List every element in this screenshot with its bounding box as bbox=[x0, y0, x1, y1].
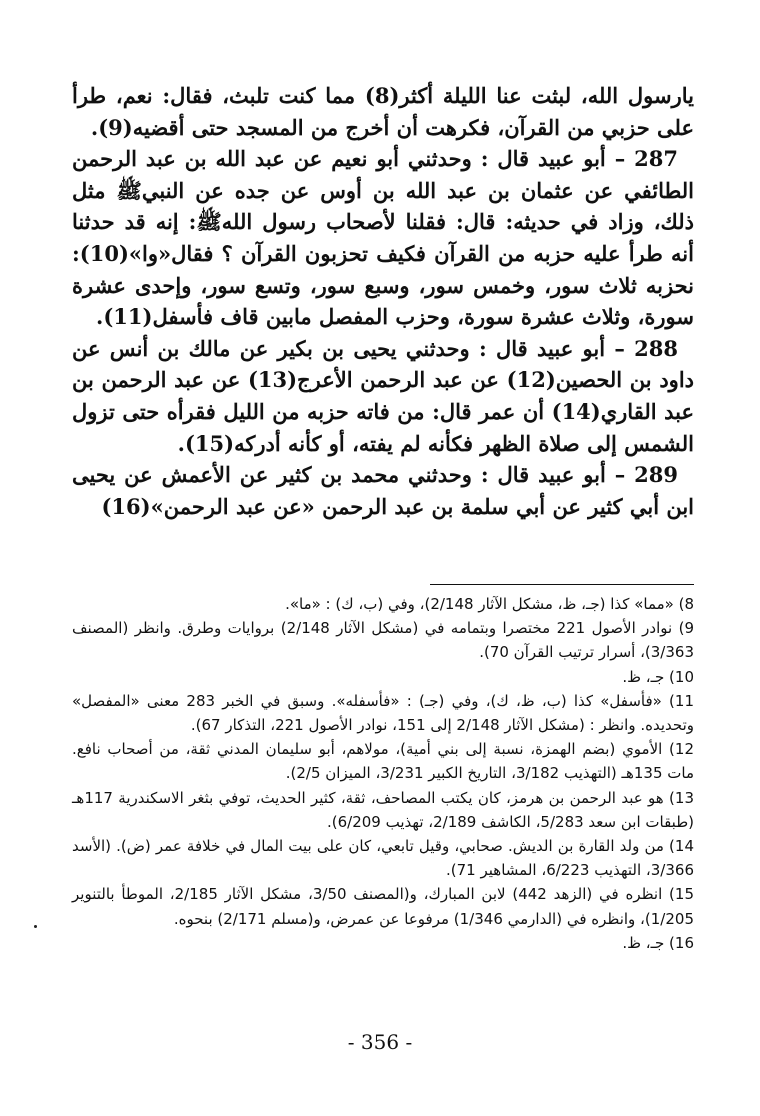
scan-speck bbox=[34, 925, 37, 928]
footnote-9: 9) نوادر الأصول 221 مختصرا وبتمامه في (مشكل الآثار 2/148) بروايات وطرق. وانظر (المصنف 3/363)، أسرار ترتيب القرآن 70). bbox=[72, 619, 694, 662]
footnotes bbox=[72, 592, 694, 955]
paragraph-continuation: يارسول الله، لبثت عنا الليلة أكثر(8) مما كنت تلبث، فقال: نعم، طرأ على حزبي من القرآن، فكرهت أن أخرج من المسجد حتى أقضيه(9). bbox=[72, 83, 695, 140]
footnote-8: 8) «مما» كذا (جـ، ظ، مشكل الآثار 2/148)، وفي (ب، ك) : «ما». bbox=[285, 595, 694, 613]
page-number: - 356 - bbox=[347, 1030, 413, 1054]
paragraph-287: 287 – أبو عبيد قال : وحدثني أبو نعيم عن عبد الله بن عبد الرحمن الطائفي عن عثمان بن عبد الله بن أوس عن جده عن النبيﷺ مثل ذلك، وزاد في حديثه: قال: فقلنا لأصحاب رسول اللهﷺ: إنه قد حدثنا أنه طرأ عليه حزبه من القرآن فكيف تحزبون القرآن ؟ فقال«وا»(10): نحزبه ثلاث سور، وخمس سور، وسبع سور، وتسع سور، وإحدى عشرة سورة، وثلاث عشرة سورة، وحزب المفصل مابين قاف فأسفل(11). bbox=[72, 146, 694, 330]
paragraph-288: 288 – أبو عبيد قال : وحدثني يحيى بن بكير عن مالك بن أنس عن داود بن الحصين(12) عن عبد الرحمن الأعرج(13) عن عبد الرحمن بن عبد القاري(14) أن عمر قال: من فاته حزبه من الليل فقرأه حتى تزول الشمس إلى صلاة الظهر فكأنه لم يفته، أو كأنه أدركه(15). bbox=[72, 335, 695, 456]
footnote-14: 14) من ولد القارة بن الديش. صحابي، وقيل تابعي، كان على بيت المال في خلافة عمر (ض). (الأسد 3/366، التهذيب 6/223، المشاهير 71). bbox=[72, 837, 694, 880]
footnote-11: 11) «فأسفل» كذا (ب، ظ، ك)، وفي (جـ) : «فأسفله». وسبق في الخبر 283 معنى «المفصل» وتحديده. وانظر : (مشكل الآثار 2/148 إلى 151، نوادر الأصول 221، التذكار 67). bbox=[72, 691, 694, 735]
main-text bbox=[72, 80, 694, 522]
footnote-13: 13) هو عبد الرحمن بن هرمز، كان يكتب المصاحف، ثقة، كثير الحديث، توفي بثغر الاسكندرية 117هـ (طبقات ابن سعد 5/283، الكاشف 2/189، تهذيب 6/209). bbox=[72, 788, 694, 831]
footnote-15: 15) انظره في (الزهد 442) لابن المبارك، و(المصنف 3/50، مشكل الآثار 2/185، الموطأ بالتنوير 1/205)، وانظره في (الدارمي 1/346) مرفوعا عن عمرض، و(مسلم 2/171) بنحوه. bbox=[72, 885, 695, 928]
footnote-12: 12) الأموي (بضم الهمزة، نسبة إلى بني أمية)، مولاهم، أبو سليمان المدني ثقة، من أصحاب نافع. مات 135هـ (التهذيب 3/182، التاريخ الكبير 3/231، الميزان 2/5). bbox=[72, 740, 694, 783]
footnote-16: 16) جـ، ظ. bbox=[622, 933, 694, 952]
footnote-separator bbox=[430, 584, 694, 585]
footnote-10: 10) جـ، ظ. bbox=[622, 667, 694, 686]
paragraph-289: 289 – أبو عبيد قال : وحدثني محمد بن كثير عن الأعمش عن يحيى ابن أبي كثير عن أبي سلمة بن عبد الرحمن «عن عبد الرحمن»(16) bbox=[72, 462, 694, 519]
